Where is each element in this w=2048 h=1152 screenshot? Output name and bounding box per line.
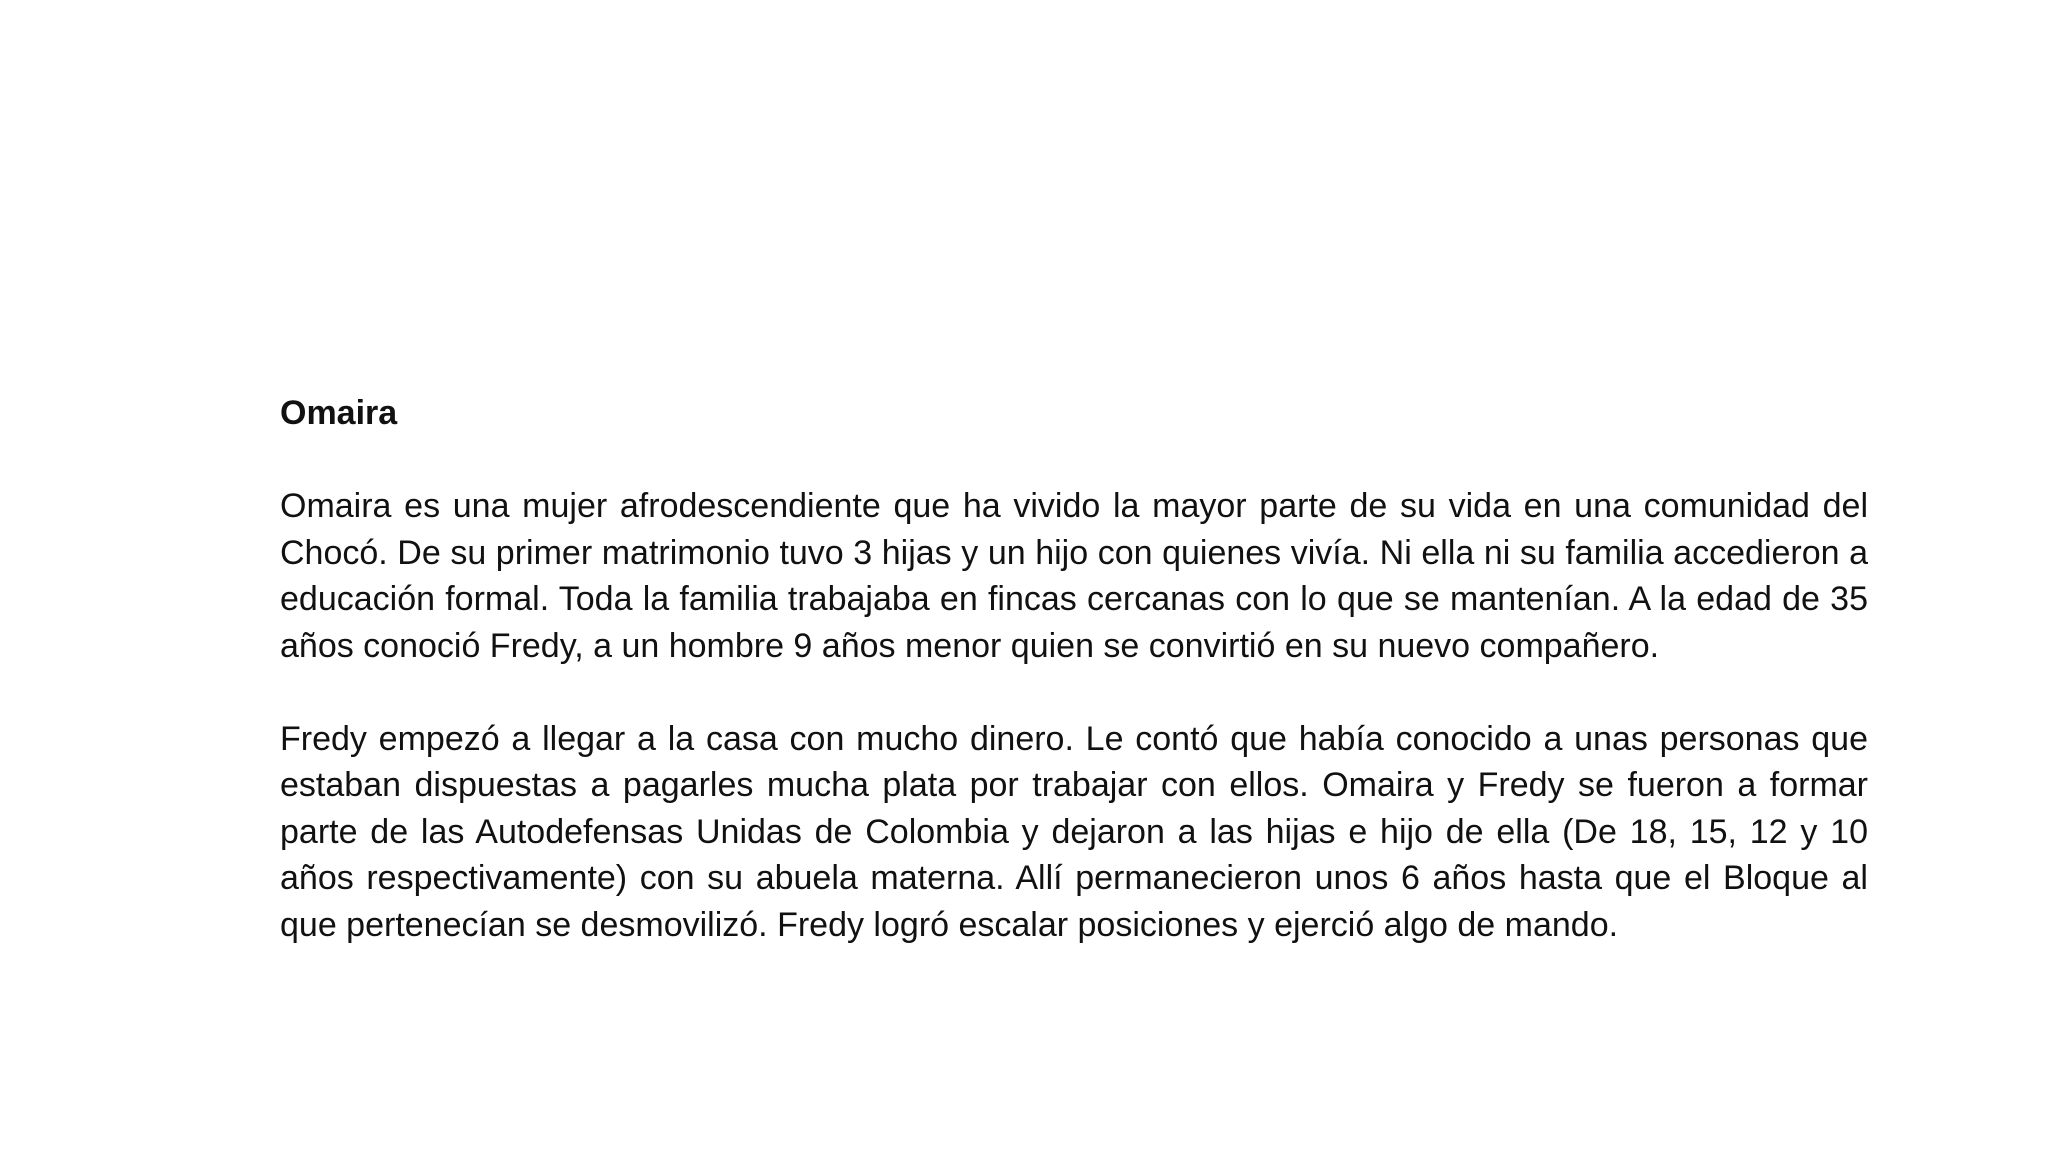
- document-title: Omaira: [280, 394, 398, 432]
- paragraph-2: Fredy empezó a llegar a la casa con mucho dinero. Le contó que había conocido a unas personas que estaban dispuestas a pagarles mucha plata por trabajar con ellos. Omaira y Fredy se fueron a formar parte de las Autodefensas Unidas de Colombia y dejaron a las hijas e hijo de ella (De 18, 15, 12 y 10 años respectivamente) con su abuela materna. Allí permanecieron unos 6 años hasta que el Bloque al que pertenecían se desmovilizó. Fredy logró escalar posiciones y ejerció algo de mando.: [280, 719, 1868, 944]
- text-body: [280, 390, 1868, 948]
- paragraph-1: Omaira es una mujer afrodescendiente que ha vivido la mayor parte de su vida en una comunidad del Chocó. De su primer matrimonio tuvo 3 hijas y un hijo con quienes vivía. Ni ella ni su familia accedieron a educación formal. Toda la familia trabajaba en fincas cercanas con lo que se mantenían. A la edad de 35 años conoció Fredy, a un hombre 9 años menor quien se convirtió en su nuevo compañero.: [280, 487, 1868, 665]
